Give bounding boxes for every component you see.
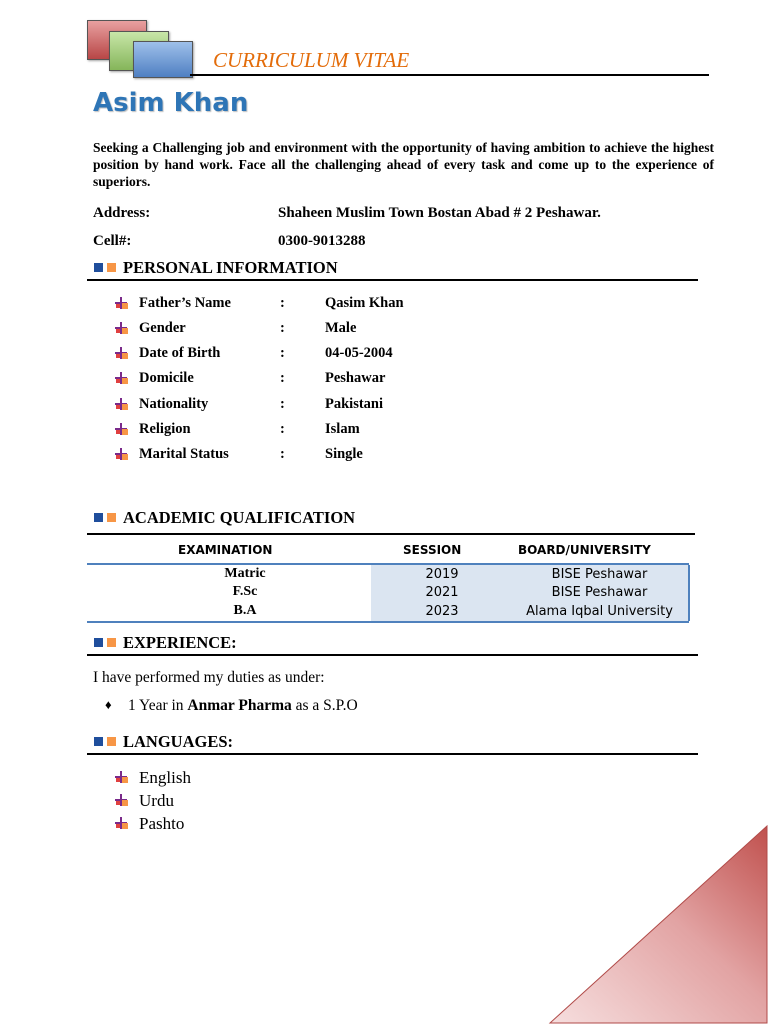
cell-label: Cell#: [93,233,132,249]
table-header-board: BOARD/UNIVERSITY [518,543,651,557]
personal-separator: : [280,396,285,412]
candidate-name: Asim Khan [93,88,249,118]
personal-label: Date of Birth [139,345,221,361]
table-cell-exam: F.Sc [232,584,258,599]
personal-value: Single [325,446,363,462]
personal-label: Religion [139,421,191,437]
personal-label: Domicile [139,370,194,386]
personal-label: Gender [139,320,186,336]
table-header-examination: EXAMINATION [178,543,273,557]
experience-suffix: as a S.P.O [295,697,358,714]
cell-value: 0300-9013288 [278,233,366,249]
table-cell-board: Alama Iqbal University [526,604,673,619]
personal-separator: : [280,320,285,336]
personal-value: Male [325,320,357,336]
section-heading: ACADEMIC QUALIFICATION [123,508,356,527]
table-cell-session: 2021 [425,585,459,600]
table-cell-exam: Matric [224,566,266,581]
document-title: CURRICULUM VITAE [213,48,410,72]
personal-value: Islam [325,421,360,437]
table-cell-exam: B.A [233,603,257,618]
section-heading: PERSONAL INFORMATION [123,258,338,277]
table-cell-session: 2023 [425,604,459,619]
personal-value: Pakistani [325,396,384,412]
personal-separator: : [280,446,285,462]
language-label: Urdu [139,791,174,810]
personal-value: Qasim Khan [325,295,404,311]
personal-label: Father’s Name [139,295,231,311]
diamond-bullet-icon: ♦ [105,697,112,712]
experience-prefix: 1 Year in [128,697,184,714]
table-cell-board: BISE Peshawar [551,585,648,600]
personal-separator: : [280,421,285,437]
personal-label: Marital Status [139,446,229,462]
career-objective: Seeking a Challenging job and environment with the opportunity of having ambition to achieve the highest position by hand work. Face all the challenging ahead of every task and come up to the experience of superiors. [93,140,714,189]
personal-value: Peshawar [325,370,386,386]
address-label: Address: [93,205,151,221]
language-label: Pashto [139,814,185,833]
personal-separator: : [280,370,285,386]
table-header-session: SESSION [403,543,462,557]
experience-intro: I have performed my duties as under: [93,669,325,686]
address-value: Shaheen Muslim Town Bostan Abad # 2 Peshawar. [278,205,601,221]
table-cell-board: BISE Peshawar [551,567,648,582]
experience-company: Anmar Pharma [187,697,292,714]
personal-value: 04-05-2004 [325,345,393,361]
personal-label: Nationality [139,396,209,412]
language-label: English [139,768,191,787]
personal-separator: : [280,295,285,311]
table-cell-session: 2019 [425,567,459,582]
section-heading: EXPERIENCE: [123,633,237,652]
section-heading: LANGUAGES: [123,732,234,751]
personal-separator: : [280,345,285,361]
